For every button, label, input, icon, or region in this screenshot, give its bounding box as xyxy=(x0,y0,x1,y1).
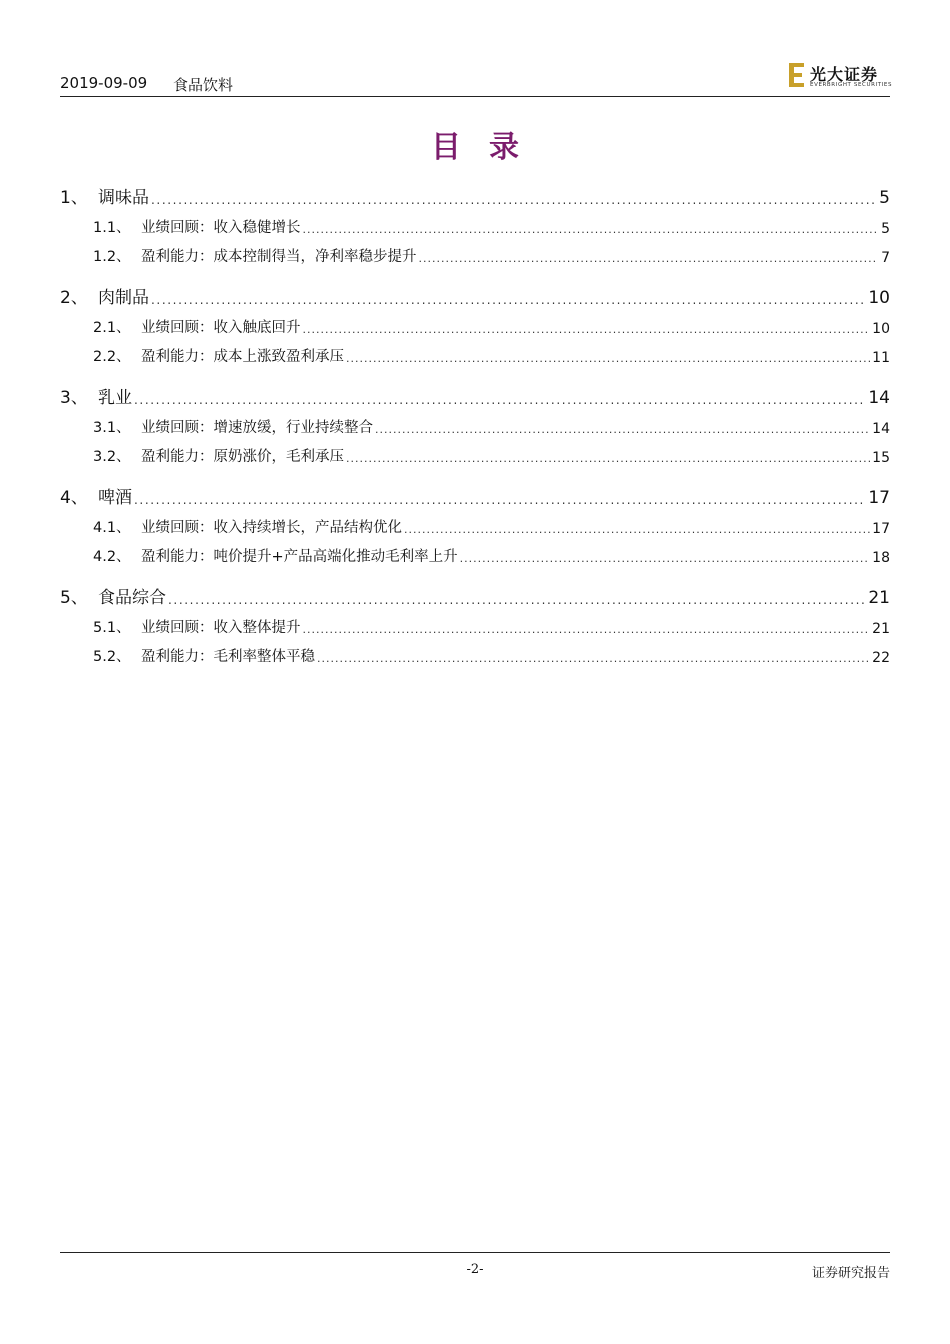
toc-subsection-number: 5.1、 xyxy=(93,620,131,636)
toc-subsection-label: 业绩回顾：收入持续增长，产品结构优化 xyxy=(141,520,402,536)
toc-subsection-label: 盈利能力：成本控制得当，净利率稳步提升 xyxy=(141,249,417,265)
toc-leader-dots xyxy=(404,519,870,533)
toc-subsection-number: 4.1、 xyxy=(93,520,131,536)
toc-entry-subsection[interactable] xyxy=(60,237,890,266)
toc-section-label: 啤酒 xyxy=(98,488,132,508)
toc-subsection-label: 盈利能力：吨价提升+产品高端化推动毛利率上升 xyxy=(141,549,458,565)
toc-entry-subsection[interactable] xyxy=(60,308,890,337)
toc-subsection-number: 5.2、 xyxy=(93,649,131,665)
toc-page-number: 7 xyxy=(881,250,890,266)
toc-section-number: 3、 xyxy=(60,388,88,408)
toc-leader-dots xyxy=(151,290,866,304)
toc-entry-section[interactable] xyxy=(60,178,890,208)
toc-subsection-number: 1.2、 xyxy=(93,249,131,265)
toc-section-label: 乳业 xyxy=(98,388,132,408)
toc-subsection-label: 业绩回顾：增速放缓，行业持续整合 xyxy=(141,420,373,436)
page-number: -2- xyxy=(466,1262,484,1277)
toc-page-number: 14 xyxy=(868,388,890,408)
toc-page-number: 17 xyxy=(872,521,890,537)
toc-entry-subsection[interactable] xyxy=(60,437,890,466)
toc-leader-dots xyxy=(346,448,870,462)
toc-leader-dots xyxy=(375,419,870,433)
toc-entry-subsection[interactable] xyxy=(60,408,890,437)
toc-title: 目录 xyxy=(431,130,547,165)
toc-leader-dots xyxy=(346,348,870,362)
toc-section-number: 5、 xyxy=(60,588,88,608)
toc-page-number: 21 xyxy=(868,588,890,608)
toc-entry-section[interactable] xyxy=(60,478,890,508)
toc-section-number: 1、 xyxy=(60,188,88,208)
toc-section-number: 2、 xyxy=(60,288,88,308)
toc-leader-dots xyxy=(134,390,866,404)
page-header xyxy=(60,62,893,97)
report-date: 2019-09-09 xyxy=(60,74,148,92)
toc-leader-dots xyxy=(151,190,877,204)
toc-entry-section[interactable] xyxy=(60,378,890,408)
toc-leader-dots xyxy=(303,319,871,333)
toc-leader-dots xyxy=(460,548,871,562)
toc-subsection-number: 1.1、 xyxy=(93,220,131,236)
everbright-logo-icon xyxy=(788,62,806,88)
toc-leader-dots xyxy=(317,648,870,662)
toc-entry-subsection[interactable] xyxy=(60,537,890,566)
toc-entry-section[interactable] xyxy=(60,578,890,608)
toc-subsection-number: 2.2、 xyxy=(93,349,131,365)
toc-page-number: 18 xyxy=(872,550,890,566)
toc-subsection-label: 业绩回顾：收入整体提升 xyxy=(141,620,301,636)
toc-leader-dots xyxy=(419,248,879,262)
toc-page-number: 15 xyxy=(872,450,890,466)
toc-section-label: 调味品 xyxy=(98,188,149,208)
toc-page-number: 14 xyxy=(872,421,890,437)
toc-page-number: 22 xyxy=(872,650,890,666)
toc-subsection-label: 业绩回顾：收入触底回升 xyxy=(141,320,301,336)
toc-leader-dots xyxy=(303,219,879,233)
company-logo xyxy=(788,62,893,90)
toc-subsection-label: 盈利能力：毛利率整体平稳 xyxy=(141,649,315,665)
toc-page-number: 17 xyxy=(868,488,890,508)
toc-page-number: 11 xyxy=(872,350,890,366)
toc-page-number: 21 xyxy=(872,621,890,637)
report-sector: 食品饮料 xyxy=(173,76,234,94)
toc-entry-subsection[interactable] xyxy=(60,637,890,666)
toc-entry-subsection[interactable] xyxy=(60,208,890,237)
logo-text-en: EVERBRIGHT SECURITIES xyxy=(810,82,893,88)
toc-entry-subsection[interactable] xyxy=(60,608,890,637)
toc-subsection-label: 盈利能力：成本上涨致盈利承压 xyxy=(141,349,344,365)
toc-entry-section[interactable] xyxy=(60,278,890,308)
toc-page-number: 10 xyxy=(872,321,890,337)
toc-section-number: 4、 xyxy=(60,488,88,508)
logo-text-cn: 光大证券 xyxy=(810,65,879,84)
page-footer xyxy=(60,1252,890,1283)
toc-page-number: 5 xyxy=(881,221,890,237)
toc-subsection-number: 2.1、 xyxy=(93,320,131,336)
toc-section-label: 食品综合 xyxy=(98,588,166,608)
toc-subsection-number: 4.2、 xyxy=(93,549,131,565)
toc-page-number: 5 xyxy=(879,188,890,208)
toc-leader-dots xyxy=(168,590,866,604)
toc-entry-subsection[interactable] xyxy=(60,337,890,366)
toc-page-number: 10 xyxy=(868,288,890,308)
toc-subsection-number: 3.1、 xyxy=(93,420,131,436)
toc-leader-dots xyxy=(134,490,866,504)
toc-leader-dots xyxy=(303,619,871,633)
toc-section-label: 肉制品 xyxy=(98,288,149,308)
table-of-contents xyxy=(60,178,890,666)
report-type: 证券研究报告 xyxy=(811,1266,890,1281)
toc-subsection-label: 业绩回顾：收入稳健增长 xyxy=(141,220,301,236)
toc-subsection-number: 3.2、 xyxy=(93,449,131,465)
toc-subsection-label: 盈利能力：原奶涨价，毛利承压 xyxy=(141,449,344,465)
toc-entry-subsection[interactable] xyxy=(60,508,890,537)
